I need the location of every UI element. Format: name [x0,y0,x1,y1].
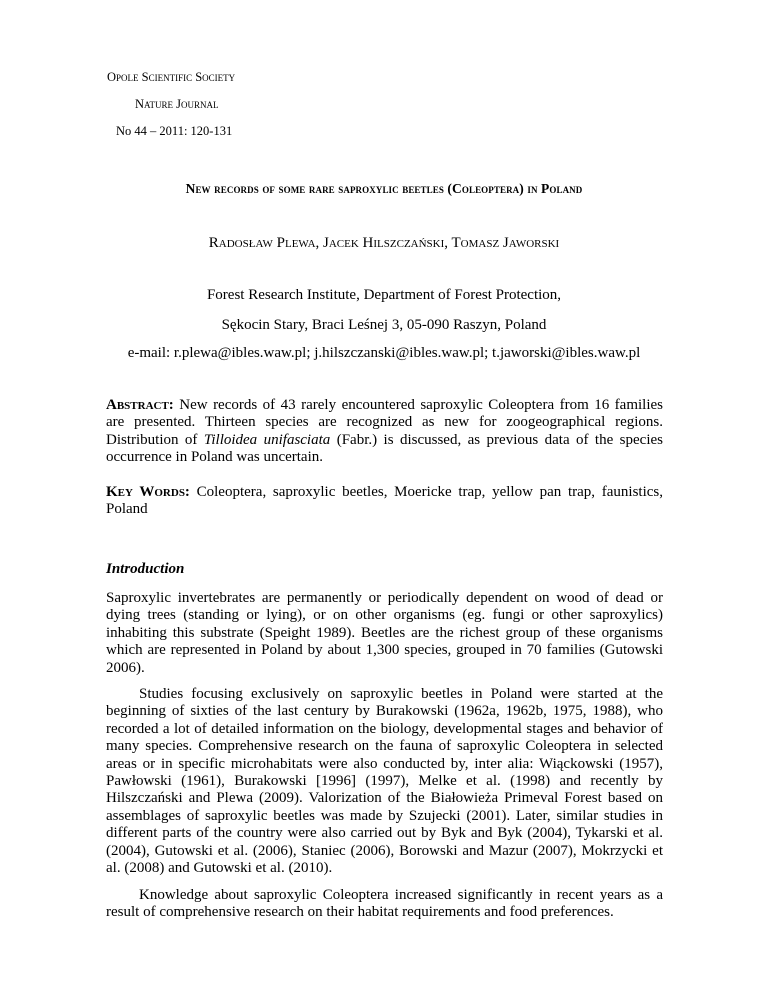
affiliation-line-1: Forest Research Institute, Department of Forest Protection, [206,287,562,303]
society-name: Opole Scientific Society [107,70,236,84]
paragraph: Saproxylic invertebrates are permanently or periodically dependent on wood of dead or dying trees (standing or lying), or on other organisms (eg. fungi or other saproxylics) inhabiting this substrate (Speight 1989). Beetles are the richest group of these organisms which are represented in Poland by about 1,300 species, grouped in 70 families (Gutowski 2006). [106,590,663,676]
authors: Radosław Plewa, Jacek Hilszczański, Tomasz Jaworski [208,235,560,251]
abstract-text-2: (Fabr.) is discussed, as previous data of the species occurrence in Poland was uncertain. [106,431,663,466]
keywords-text: Coleoptera, saproxylic beetles, Moericke trap, yellow pan trap, faunistics, Poland [106,484,663,518]
abstract-text-1: New records of 43 rarely encountered saproxylic Coleoptera from 16 families are presented. Thirteen species are recognized as new for zoogeographical regions. Distribution of [106,397,663,448]
article-title: New records of some rare saproxylic beetles (Coleoptera) in Poland [185,181,583,196]
introduction-body [106,590,663,921]
keywords-label: Key Words: [106,484,190,500]
issue-info: No 44 – 2011: 120-131 [116,124,233,138]
introduction-heading: Introduction [106,561,185,577]
contact-emails: e-mail: r.plewa@ibles.waw.pl; j.hilszczanski@ibles.waw.pl; t.jaworski@ibles.waw.pl [127,345,641,361]
paragraph: Knowledge about saproxylic Coleoptera increased significantly in recent years as a result of comprehensive research on their habitat requirements and food preferences. [106,886,663,920]
abstract-label: Abstract: [106,397,174,413]
abstract [106,397,663,467]
paragraph: Studies focusing exclusively on saproxylic beetles in Poland were started at the beginning of sixties of the last century by Burakowski (1962a, 1962b, 1975, 1988), who recorded a lot of detailed information on the biology, developmental stages and behavior of many species. Comprehensive research on the fauna of saproxylic Coleoptera in selected areas or in specific microhabitats were also conducted by, inter alia: Wiąckowski (1957), Pawłowski (1961), Burakowski [1996] (1997), Melke et al. (1998) and recently by Hilszczański and Plewa (2009). Valorization of the Białowieża Primeval Forest based on assemblages of saproxylic beetles was made by Szujecki (2001). Later, similar studies in different parts of the country were also carried out by Byk and Byk (2004), Tykarski et al. (2004), Gutowski et al. (2006), Staniec (2006), Borowski and Mazur (2007), Mokrzycki et al. (2008) and Gutowski et al. (2010). [106,686,663,877]
affiliation-line-2: Sękocin Stary, Braci Leśnej 3, 05-090 Raszyn, Poland [221,317,547,333]
keywords [106,484,663,519]
journal-name: Nature Journal [135,97,219,111]
abstract-species: Tilloidea unifasciata [203,431,331,448]
